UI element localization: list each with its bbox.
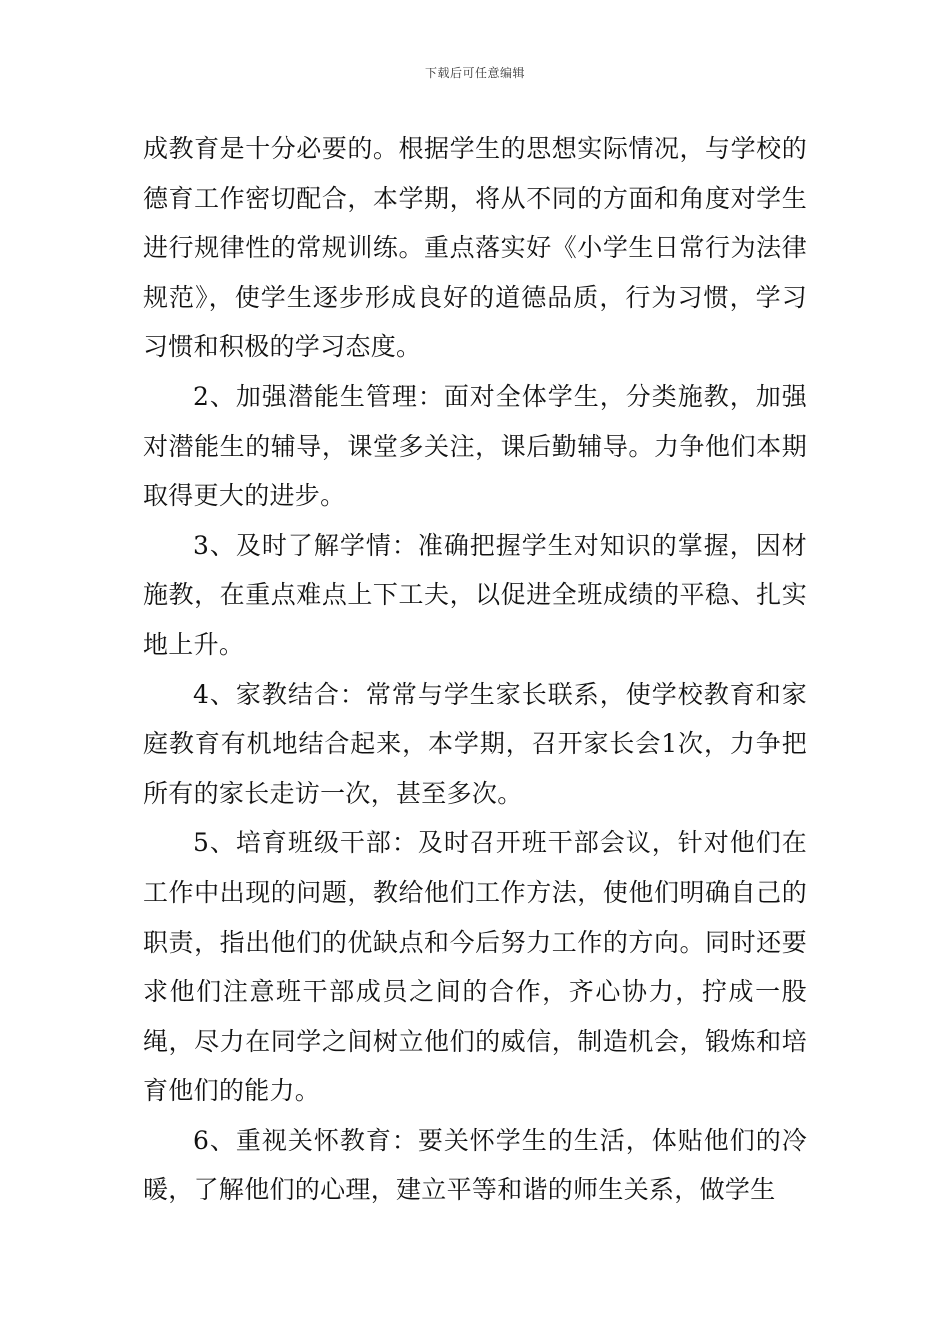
page-header: 下载后可任意编辑: [424, 66, 525, 80]
paragraph-item-6: 6、重视关怀教育：要关怀学生的生活，体贴他们的冷暖，了解他们的心理，建立平等和谐的师生关系，做学生: [143, 1125, 807, 1205]
paragraph-item-3: 3、及时了解学情：准确把握学生对知识的掌握，因材施教，在重点难点上下工夫，以促进全班成绩的平稳、扎实地上升。: [143, 530, 807, 659]
document-body: [143, 124, 807, 1215]
paragraph-item-4: 4、家教结合：常常与学生家长联系，使学校教育和家庭教育有机地结合起来，本学期，召开家长会1次，力争把所有的家长走访一次，甚至多次。: [143, 679, 807, 808]
paragraph-continuation: 成教育是十分必要的。根据学生的思想实际情况，与学校的德育工作密切配合，本学期，将从不同的方面和角度对学生进行规律性的常规训练。重点落实好《小学生日常行为法律规范》，使学生逐步形成良好的道德品质，行为习惯，学习习惯和积极的学习态度。: [143, 134, 807, 362]
paragraph-item-2: 2、加强潜能生管理：面对全体学生，分类施教，加强对潜能生的辅导，课堂多关注，课后勤辅导。力争他们本期取得更大的进步。: [143, 381, 807, 511]
paragraph-item-5: 5、培育班级干部：及时召开班干部会议，针对他们在工作中出现的问题，教给他们工作方法，使他们明确自己的职责，指出他们的优缺点和今后努力工作的方向。同时还要求他们注意班干部成员之间的合作，齐心协力，拧成一股绳，尽力在同学之间树立他们的威信，制造机会，锻炼和培育他们的能力。: [143, 828, 807, 1106]
